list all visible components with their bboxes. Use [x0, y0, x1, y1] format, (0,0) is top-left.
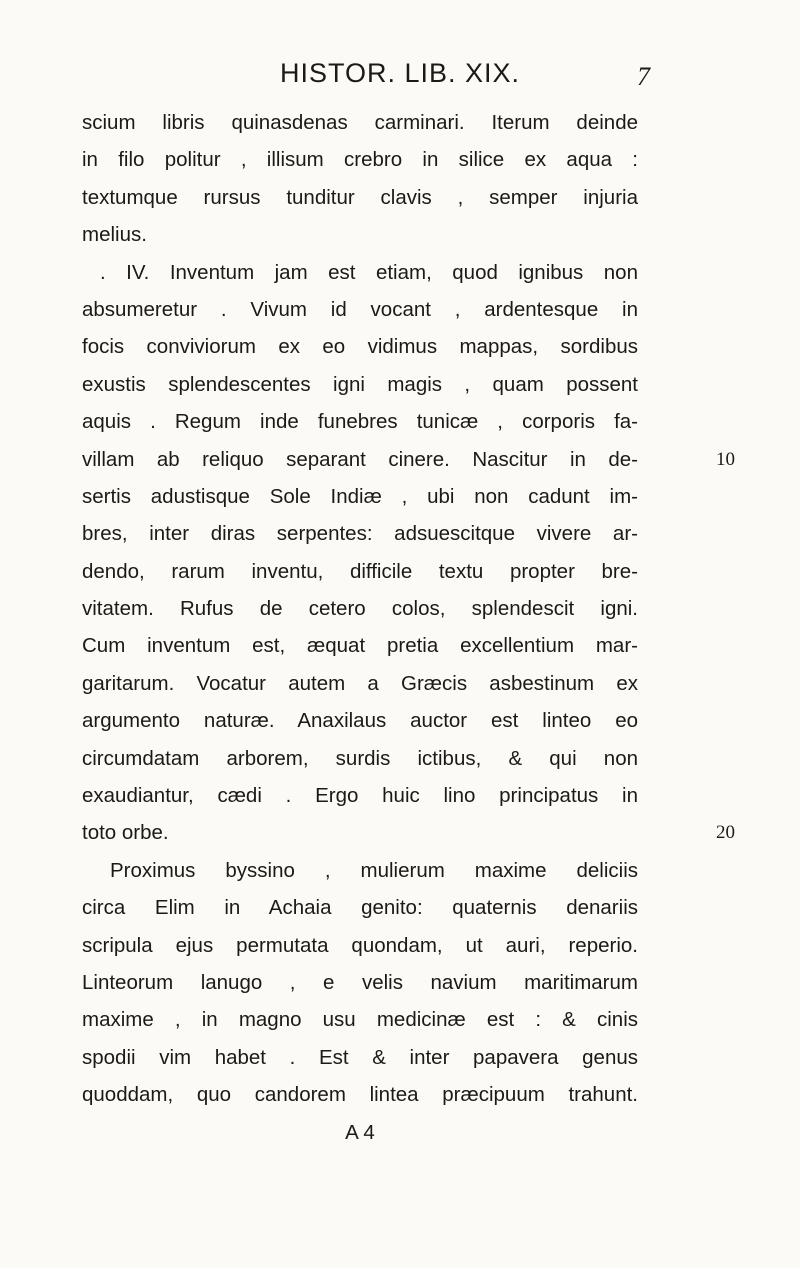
- text-line: Cum inventum est, æquat pretia excellentium mar-: [82, 634, 638, 658]
- text-line: garitarum. Vocatur autem a Græcis asbestinum ex: [82, 671, 638, 695]
- margin-line-number: 20: [716, 822, 735, 844]
- text-line: argumento naturæ. Anaxilaus auctor est linteo eo: [82, 709, 638, 733]
- text-line: exustis splendescentes igni magis , quam possent: [82, 372, 638, 396]
- text-line: Proximus byssino , mulierum maxime deliciis: [110, 858, 638, 882]
- text-line-with-margin-number: [82, 441, 735, 478]
- text-line: maxime , in magno usu medicinæ est : & cinis: [82, 1008, 638, 1032]
- text-line-with-margin-number: [82, 814, 735, 851]
- text-line: scripula ejus permutata quondam, ut auri, reperio.: [82, 933, 638, 957]
- text-line: quoddam, quo candorem lintea præcipuum trahunt.: [82, 1083, 638, 1107]
- running-head: HISTOR. LIB. XIX.: [279, 58, 521, 88]
- text-line: in filo politur , illisum crebro in silice ex aqua :: [82, 148, 638, 172]
- text-line: circumdatam arborem, surdis ictibus, & qui non: [82, 746, 638, 770]
- text-line-content: toto orbe.: [82, 821, 169, 845]
- text-line: textumque rursus tunditur clavis , semper injuria: [82, 185, 638, 209]
- text-line: sertis adustisque Sole Indiæ , ubi non cadunt im-: [82, 484, 638, 508]
- text-line: absumeretur . Vivum id vocant , ardentesque in: [82, 297, 638, 321]
- text-line: Linteorum lanugo , e velis navium maritimarum: [82, 970, 638, 994]
- text-line-content: villam ab reliquo separant cinere. Nascitur in de-: [82, 447, 638, 471]
- text-line: melius.: [82, 223, 147, 247]
- signature-mark: A 4: [345, 1120, 375, 1144]
- text-line: exaudiantur, cædi . Ergo huic lino principatus in: [82, 784, 638, 808]
- text-line: circa Elim in Achaia genito: quaternis denariis: [82, 896, 638, 920]
- page-number: 7: [637, 62, 650, 91]
- body-text: [82, 104, 735, 1151]
- text-line: bres, inter diras serpentes: adsuescitque vivere ar-: [82, 522, 638, 546]
- text-line: aquis . Regum inde funebres tunicæ , corporis fa-: [82, 410, 638, 434]
- text-line: spodii vim habet . Est & inter papavera genus: [82, 1045, 638, 1069]
- text-line: dendo, rarum inventu, difficile textu propter bre-: [82, 559, 638, 583]
- text-line: vitatem. Rufus de cetero colos, splendescit igni.: [82, 597, 638, 621]
- page-header: [0, 58, 800, 98]
- text-line: focis conviviorum ex eo vidimus mappas, sordibus: [82, 335, 638, 359]
- text-line: . IV. Inventum jam est etiam, quod ignibus non: [100, 260, 638, 284]
- text-line: scium libris quinasdenas carminari. Iterum deinde: [82, 111, 638, 134]
- margin-line-number: 10: [716, 448, 735, 470]
